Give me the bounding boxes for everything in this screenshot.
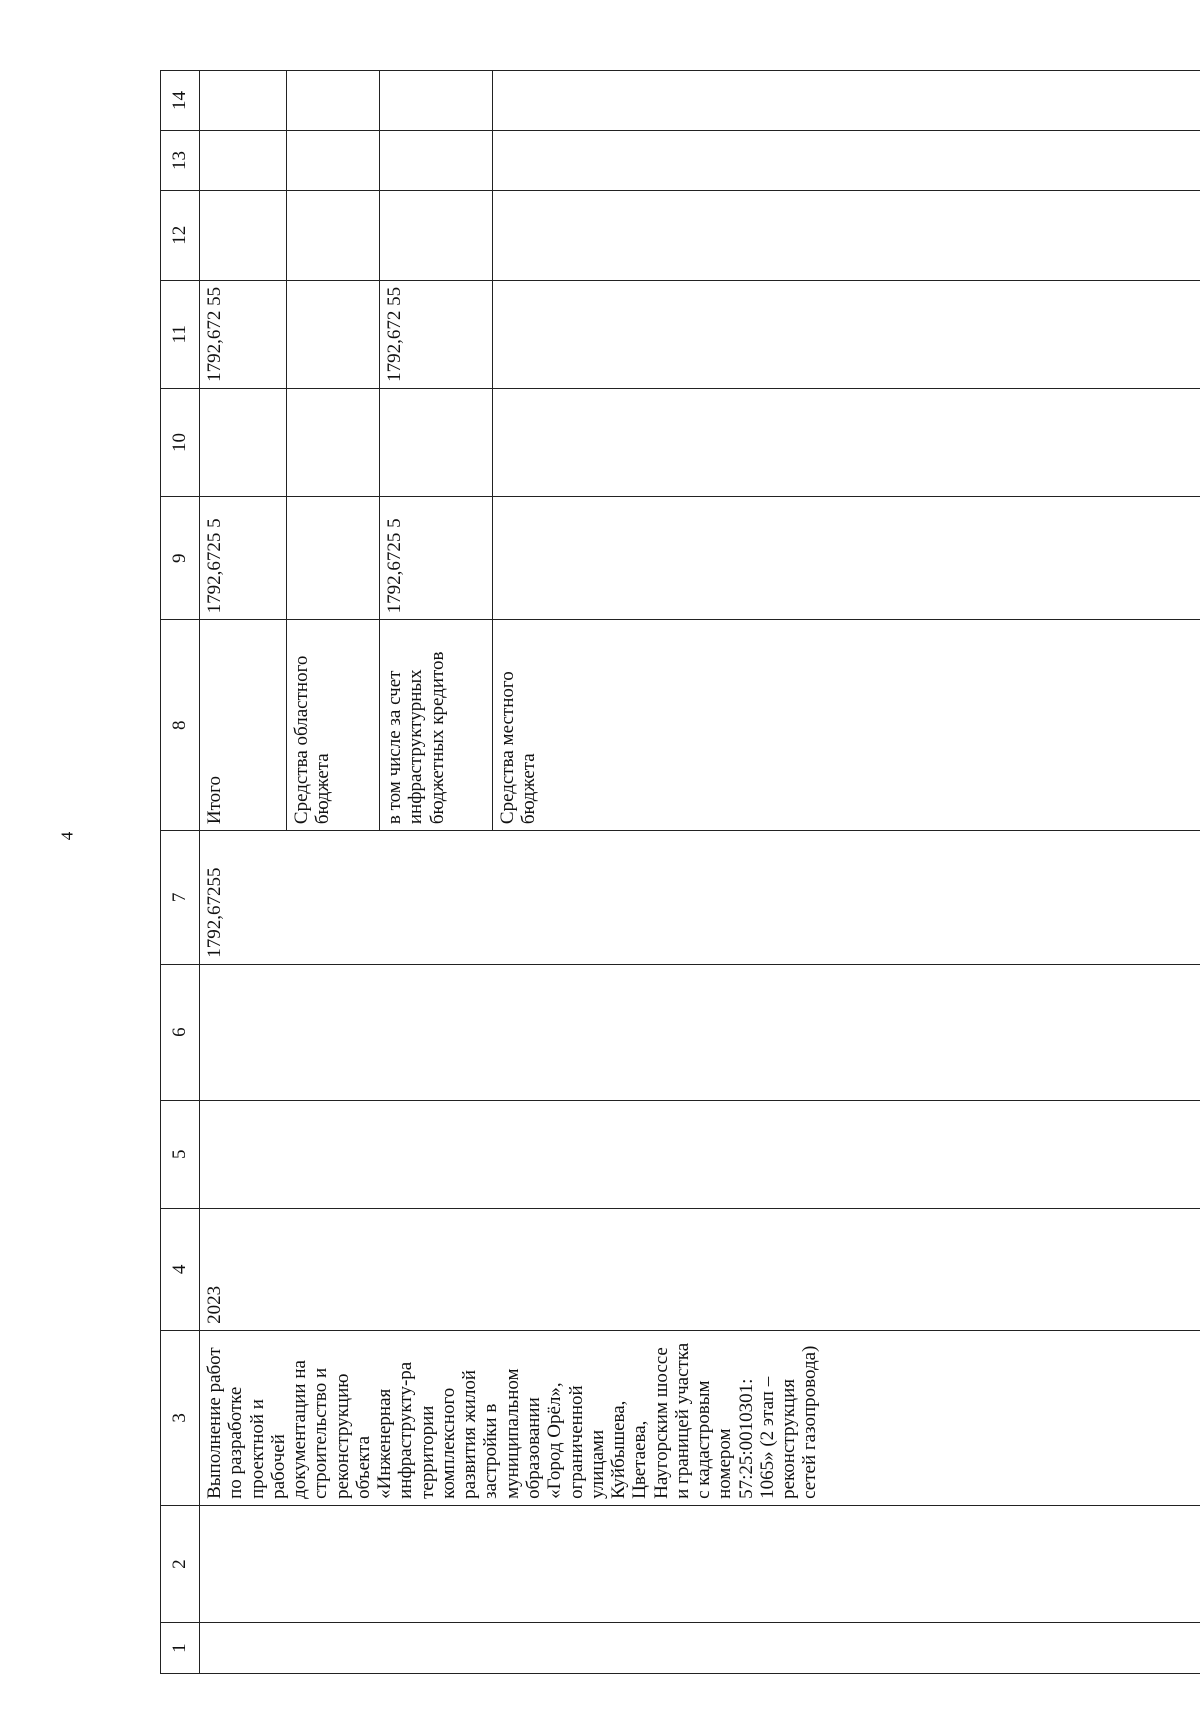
- amount-col-13: [287, 131, 380, 191]
- amount-col-9: 1792,6725 5: [200, 497, 287, 620]
- table-row: [200, 71, 287, 1674]
- funding-source-label: в том числе за счет инфраструктурных бюджетных кредитов: [380, 620, 493, 831]
- column-number: 4: [161, 1208, 200, 1330]
- amount-col-10: [380, 388, 493, 496]
- funding-source-label: Итого: [200, 620, 287, 831]
- amount-col-10: [287, 388, 380, 496]
- cell-col-2: [200, 1505, 1200, 1622]
- column-number: 1: [161, 1623, 200, 1674]
- amount-col-11: 1792,672 55: [200, 280, 287, 388]
- amount-col-9: [493, 497, 1200, 620]
- column-number: 7: [161, 831, 200, 965]
- amount-col-12: [380, 190, 493, 280]
- amount-col-12: [493, 190, 1200, 280]
- amount-col-11: 1792,672 55: [380, 280, 493, 388]
- column-number: 2: [161, 1505, 200, 1622]
- column-number: 8: [161, 620, 200, 831]
- amount-col-14: [380, 71, 493, 131]
- column-number: 6: [161, 964, 200, 1100]
- column-number: 13: [161, 131, 200, 191]
- column-number: 3: [161, 1330, 200, 1505]
- page-number: 4: [57, 831, 77, 841]
- amount-col-13: [493, 131, 1200, 191]
- column-number-row: [161, 71, 200, 1674]
- column-number: 14: [161, 71, 200, 131]
- funding-source-label: Средства областного бюджета: [287, 620, 380, 831]
- amount-col-11: [493, 280, 1200, 388]
- year-cell: 2023: [200, 1208, 1200, 1330]
- work-description: Выполнение работ по разработке проектной и рабочей документации на строительство и реконструкцию объекта «Инженерная инфраструкту-ра территории комплексного развития жилой застройки в муниципальном образовании «Город Орёл», ограниченной улицами Куйбышева, Цветаева, Наугорским шоссе и границей участка с кадастровым номером 57:25:0010301: 1065» (2 этап – реконструкция сетей газопровода): [200, 1330, 1200, 1505]
- amount-col-14: [200, 71, 287, 131]
- column-number: 5: [161, 1100, 200, 1208]
- amount-col-11: [287, 280, 380, 388]
- amount-col-14: [493, 71, 1200, 131]
- amount-col-9: 1792,6725 5: [380, 497, 493, 620]
- total-cost-cell: 1792,67255: [200, 831, 1200, 965]
- amount-col-10: [200, 388, 287, 496]
- column-number: 9: [161, 497, 200, 620]
- amount-col-13: [380, 131, 493, 191]
- funding-source-label: Средства местного бюджета: [493, 620, 1200, 831]
- cell-col-1: [200, 1623, 1200, 1674]
- cell-col-6: [200, 964, 1200, 1100]
- budget-table: [160, 70, 1200, 1674]
- column-number: 12: [161, 190, 200, 280]
- amount-col-12: [287, 190, 380, 280]
- column-number: 11: [161, 280, 200, 388]
- amount-col-13: [200, 131, 287, 191]
- amount-col-12: [200, 190, 287, 280]
- amount-col-14: [287, 71, 380, 131]
- amount-col-10: [493, 388, 1200, 496]
- column-number: 10: [161, 388, 200, 496]
- budget-table-sheet: [160, 70, 1200, 1674]
- amount-col-9: [287, 497, 380, 620]
- cell-col-5: [200, 1100, 1200, 1208]
